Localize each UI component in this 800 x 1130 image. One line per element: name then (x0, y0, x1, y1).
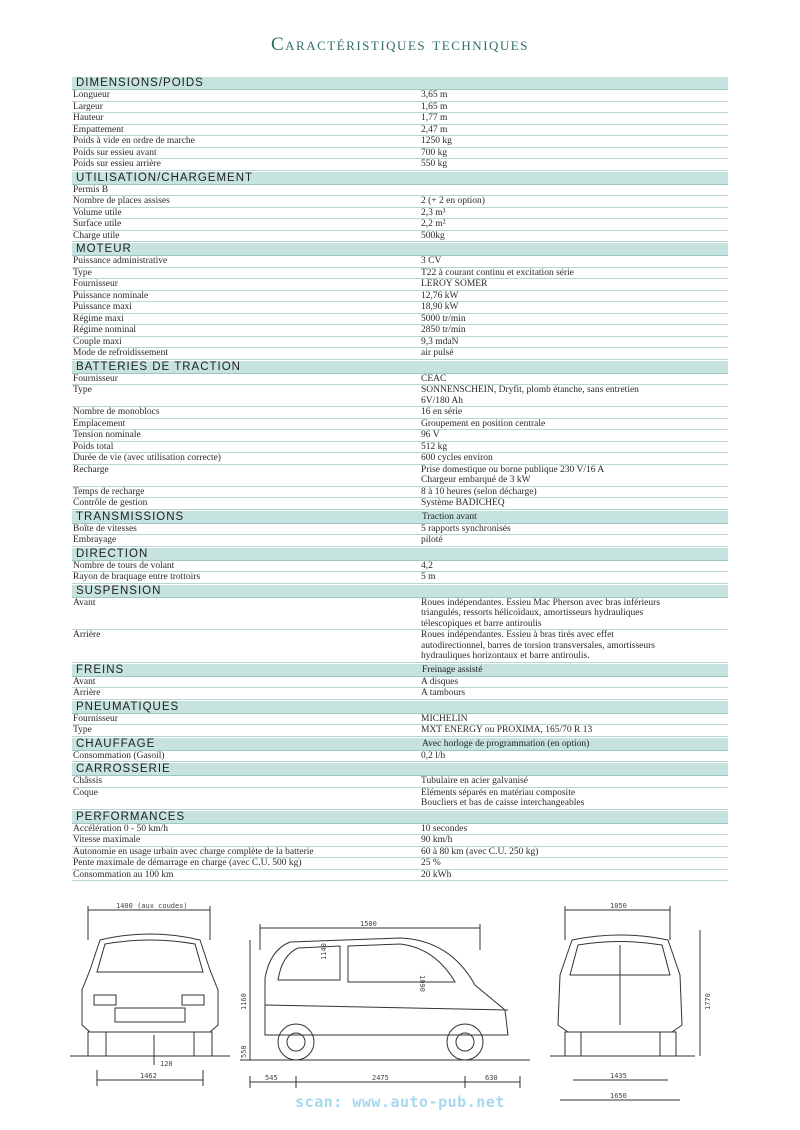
spec-value (419, 442, 728, 453)
side-top-label: 1500 (360, 920, 377, 928)
spec-label: Mode de refroidissement (73, 348, 168, 358)
spec-value-line: 2850 tr/min (421, 325, 466, 335)
spec-value-line: 5 m (421, 572, 436, 582)
section-header: DIRECTION (72, 548, 728, 561)
spec-value-line: 2,47 m (421, 124, 448, 135)
spec-label: Poids total (73, 441, 114, 452)
spec-row (72, 535, 728, 547)
spec-value (419, 148, 728, 159)
spec-value-line: autodirectionnel, barres de torsion transversales, amortisseurs (421, 640, 655, 651)
spec-label: Charge utile (73, 230, 120, 241)
spec-value (419, 291, 728, 302)
spec-row (72, 302, 728, 314)
spec-label: Rayon de braquage entre trottoirs (73, 572, 201, 582)
spec-label: Couple maxi (73, 336, 122, 347)
spec-value-line: hydrauliques horizontaux et barre antiroulis. (421, 651, 590, 661)
spec-value-line: 5000 tr/min (421, 313, 466, 324)
spec-label: Consommation (Gasoil) (73, 750, 165, 761)
spec-value (419, 751, 728, 762)
spec-value (419, 858, 728, 869)
rear-view-drawing (550, 906, 700, 1100)
spec-row (72, 630, 728, 663)
spec-value-line: Système BADICHEQ (421, 498, 505, 508)
spec-value-line: 25 % (421, 858, 441, 868)
spec-label: Avant (73, 597, 96, 608)
spec-value (419, 430, 728, 441)
spec-value (419, 374, 728, 385)
section-title: FREINS (76, 663, 125, 676)
side-height-2-label: 1090 (418, 975, 426, 992)
spec-value-line: piloté (421, 535, 443, 545)
spec-value-line (421, 185, 728, 196)
scan-credit: scan: www.auto-pub.net (295, 1093, 505, 1111)
spec-value (419, 835, 728, 846)
section-header: PNEUMATIQUES (72, 701, 728, 714)
spec-row (72, 572, 728, 584)
spec-value (419, 219, 728, 230)
spec-value-line: 90 km/h (421, 835, 453, 845)
spec-value-line: Roues indépendantes. Essieu Mac Pherson avec bras inférieurs (421, 597, 661, 608)
spec-value-line: 512 kg (421, 441, 448, 452)
spec-value-line: 16 en série (421, 407, 463, 417)
spec-value-line: A tambours (421, 688, 466, 698)
spec-label: Autonomie en usage urbain avec charge complète de la batterie (73, 846, 314, 857)
spec-row (72, 348, 728, 360)
spec-label: Type (73, 267, 92, 278)
section-header: PERFORMANCES (72, 811, 728, 824)
side-height-3-label: 1160 (240, 993, 248, 1010)
spec-value (419, 465, 728, 486)
spec-value (419, 419, 728, 430)
spec-row (72, 325, 728, 337)
spec-row (72, 219, 728, 231)
spec-label: Durée de vie (avec utilisation correcte) (73, 453, 221, 463)
spec-value (419, 598, 728, 630)
spec-value (419, 256, 728, 267)
spec-row (72, 598, 728, 631)
spec-row (72, 185, 728, 197)
spec-value (419, 208, 728, 219)
side-wheelbase-label: 2475 (372, 1074, 389, 1082)
specifications-table (72, 76, 728, 881)
spec-label: Coque (73, 787, 98, 798)
spec-label: Puissance nominale (73, 290, 149, 301)
spec-row (72, 442, 728, 454)
spec-label: Arrière (73, 688, 101, 698)
spec-row (72, 453, 728, 465)
spec-label: Nombre de monoblocs (73, 407, 160, 417)
spec-row (72, 776, 728, 788)
spec-value (419, 453, 728, 464)
spec-label: Emplacement (73, 418, 126, 429)
spec-value (419, 159, 728, 170)
spec-row (72, 374, 728, 386)
section-header: BATTERIES DE TRACTION (72, 361, 728, 374)
spec-label: Puissance maxi (73, 302, 132, 312)
spec-row (72, 385, 728, 407)
front-track-label: 1462 (140, 1072, 157, 1080)
spec-value-line: 9,3 mdaN (421, 336, 459, 347)
spec-value-line: Tubulaire en acier galvanisé (421, 776, 529, 786)
spec-value-line: 18,90 kW (421, 302, 459, 312)
spec-value (419, 407, 728, 418)
spec-row (72, 714, 728, 726)
vehicle-drawings (60, 900, 740, 1110)
spec-label: Régime nominal (73, 325, 137, 335)
spec-row (72, 688, 728, 700)
spec-value-line: 4,2 (421, 560, 433, 571)
spec-label: Type (73, 385, 92, 395)
front-offset-label: 120 (160, 1060, 173, 1068)
spec-row (72, 196, 728, 208)
spec-value-line: Chargeur embarqué de 3 kW (421, 475, 531, 485)
spec-value (419, 279, 728, 290)
spec-value (419, 535, 728, 546)
spec-value-line: MXT ENERGY ou PROXIMA, 165/70 R 13 (421, 725, 593, 735)
spec-row (72, 870, 728, 882)
side-view-drawing (240, 924, 530, 1088)
spec-value (419, 788, 728, 809)
section-header-value: Avec horloge de programmation (en option) (422, 738, 590, 749)
spec-value (419, 677, 728, 688)
side-height-1-label: 1140 (320, 943, 328, 960)
spec-value (419, 325, 728, 336)
spec-value (419, 136, 728, 147)
spec-row (72, 419, 728, 431)
spec-value (419, 572, 728, 583)
spec-value-line: Roues indépendantes. Essieu à bras tirés avec effet (421, 630, 614, 640)
section-header: DIMENSIONS/POIDS (72, 77, 728, 90)
section-header (72, 664, 728, 677)
spec-value (419, 125, 728, 136)
spec-label: Longueur (73, 90, 110, 100)
spec-row (72, 102, 728, 114)
spec-value-line: 3 CV (421, 256, 442, 266)
spec-value (419, 90, 728, 101)
spec-label: Nombre de places assises (73, 196, 170, 206)
spec-value (419, 847, 728, 858)
spec-label: Vitesse maximale (73, 835, 141, 845)
spec-row (72, 524, 728, 536)
spec-value-line: Prise domestique ou borne publique 230 V/16 A (421, 464, 605, 475)
section-header: SUSPENSION (72, 585, 728, 598)
spec-value (419, 870, 728, 881)
spec-value-line: 10 secondes (421, 823, 468, 834)
spec-row (72, 268, 728, 280)
spec-label: Pente maximale de démarrage en charge (avec C.U. 500 kg) (73, 858, 302, 868)
spec-row (72, 148, 728, 160)
section-header (72, 738, 728, 751)
spec-value (419, 776, 728, 787)
spec-label: Surface utile (73, 219, 122, 229)
section-title: CHAUFFAGE (76, 737, 156, 750)
spec-value (419, 337, 728, 348)
spec-value-line: A disques (421, 676, 459, 687)
spec-value-line: 96 V (421, 430, 440, 440)
spec-row (72, 125, 728, 137)
spec-value-line: 2,2 m² (421, 219, 446, 229)
spec-value-line: SONNENSCHEIN, Dryfit, plomb étanche, sans entretien (421, 385, 639, 395)
spec-value-line: LEROY SOMER (421, 279, 488, 289)
spec-label: Type (73, 725, 92, 735)
front-width-label: 1400 (aux coudes) (116, 902, 188, 910)
spec-label: Permis B (73, 184, 109, 195)
spec-label: Hauteur (73, 113, 104, 123)
spec-value (419, 561, 728, 572)
spec-value (419, 302, 728, 313)
spec-label: Volume utile (73, 207, 122, 218)
spec-label: Fournisseur (73, 279, 118, 289)
spec-value-line: télescopiques et barre antiroulis (421, 618, 542, 629)
spec-row (72, 498, 728, 510)
spec-row (72, 314, 728, 326)
spec-value (419, 102, 728, 113)
spec-value (419, 268, 728, 279)
spec-value-line: 0,2 l/h (421, 750, 446, 761)
spec-value-line: triangulés, ressorts hélicoïdaux, amortisseurs hydrauliques (421, 608, 644, 618)
spec-row (72, 136, 728, 148)
section-header (72, 511, 728, 524)
rear-track-label: 1435 (610, 1072, 627, 1080)
spec-row (72, 430, 728, 442)
spec-value-line: 600 cycles environ (421, 453, 493, 463)
spec-label: Boîte de vitesses (73, 523, 137, 534)
spec-label: Contrôle de gestion (73, 498, 148, 508)
spec-value-line: 1,65 m (421, 101, 448, 112)
spec-row (72, 208, 728, 220)
spec-label: Embrayage (73, 535, 117, 545)
spec-value-line: Boucliers et bas de caisse interchangeables (421, 798, 585, 808)
spec-row (72, 751, 728, 763)
spec-row (72, 677, 728, 689)
spec-label: Poids sur essieu avant (73, 147, 157, 158)
spec-value-line: T22 à courant continu et excitation série (421, 267, 574, 278)
spec-value (419, 314, 728, 325)
front-view-drawing (70, 906, 230, 1086)
spec-row (72, 407, 728, 419)
spec-row (72, 90, 728, 102)
spec-label: Accélération 0 - 50 km/h (73, 823, 168, 834)
spec-label: Fournisseur (73, 373, 118, 384)
spec-label: Puissance administrative (73, 256, 168, 266)
section-header-value: Traction avant (422, 511, 477, 522)
spec-value-line: 2,3 m³ (421, 207, 446, 218)
spec-row (72, 725, 728, 737)
spec-value-line: 1250 kg (421, 136, 452, 146)
spec-label: Châssis (73, 776, 103, 786)
spec-value-line: 550 kg (421, 159, 448, 169)
spec-value-line: 6V/180 Ah (421, 395, 463, 406)
spec-row (72, 231, 728, 243)
section-header: CARROSSERIE (72, 763, 728, 776)
spec-value (419, 688, 728, 699)
spec-value-line: 3,65 m (421, 90, 448, 100)
page-title: Caractéristiques techniques (271, 34, 529, 55)
spec-value (419, 524, 728, 535)
spec-value (419, 348, 728, 359)
spec-label: Largeur (73, 101, 103, 112)
spec-row (72, 847, 728, 859)
spec-value (419, 487, 728, 498)
spec-value-line: 5 rapports synchronisés (421, 523, 511, 534)
section-header: MOTEUR (72, 243, 728, 256)
spec-value (419, 385, 728, 406)
rear-width-label: 1650 (610, 1092, 627, 1100)
spec-value (419, 824, 728, 835)
section-header: UTILISATION/CHARGEMENT (72, 172, 728, 185)
section-title: TRANSMISSIONS (76, 510, 185, 523)
spec-row (72, 291, 728, 303)
spec-value (419, 630, 728, 662)
spec-row (72, 159, 728, 171)
dimension-drawings (60, 900, 740, 1110)
spec-label: Avant (73, 676, 96, 687)
spec-row (72, 561, 728, 573)
spec-value (419, 113, 728, 124)
spec-row (72, 487, 728, 499)
side-front-overhang-label: 545 (265, 1074, 278, 1082)
spec-label: Consommation au 100 km (73, 869, 174, 880)
spec-label: Nombre de tours de volant (73, 560, 175, 571)
section-header-value: Freinage assisté (422, 664, 483, 675)
spec-row (72, 256, 728, 268)
spec-row (72, 465, 728, 487)
spec-value-line: 700 kg (421, 147, 448, 158)
spec-value-line: 500kg (421, 230, 445, 241)
spec-value-line: CEAC (421, 373, 447, 384)
spec-label: Poids sur essieu arrière (73, 159, 161, 169)
spec-label: Fournisseur (73, 713, 118, 724)
spec-value-line: 8 à 10 heures (selon décharge) (421, 486, 537, 497)
spec-row (72, 858, 728, 870)
spec-value-line: Eléments séparés en matériau composite (421, 787, 576, 798)
spec-row (72, 788, 728, 810)
spec-label: Empattement (73, 124, 124, 135)
spec-row (72, 835, 728, 847)
spec-value-line: 2 (+ 2 en option) (421, 196, 485, 206)
side-rear-overhang-label: 630 (485, 1074, 498, 1082)
spec-value-line: air pulsé (421, 348, 454, 358)
spec-label: Régime maxi (73, 313, 124, 324)
spec-value-line: 20 kWh (421, 869, 452, 880)
spec-value-line: 60 à 80 km (avec C.U. 250 kg) (421, 846, 539, 857)
side-ground-label: 550 (240, 1045, 248, 1058)
spec-label: Poids à vide en ordre de marche (73, 136, 195, 146)
spec-value (419, 714, 728, 725)
spec-label: Tension nominale (73, 430, 141, 440)
spec-label: Arrière (73, 630, 101, 640)
spec-row (72, 113, 728, 125)
spec-value (419, 725, 728, 736)
spec-value (419, 185, 728, 196)
spec-value-line: 12,76 kW (421, 290, 459, 301)
spec-value (419, 498, 728, 509)
rear-height-label: 1770 (704, 993, 712, 1010)
spec-value-line: Groupement en position centrale (421, 418, 546, 429)
spec-row (72, 337, 728, 349)
rear-top-label: 1050 (610, 902, 627, 910)
spec-label: Recharge (73, 464, 109, 475)
spec-row (72, 279, 728, 291)
spec-value-line: 1,77 m (421, 113, 448, 123)
spec-value (419, 231, 728, 242)
spec-row (72, 824, 728, 836)
spec-label: Temps de recharge (73, 486, 145, 497)
spec-value-line: MICHELIN (421, 713, 468, 724)
spec-value (419, 196, 728, 207)
